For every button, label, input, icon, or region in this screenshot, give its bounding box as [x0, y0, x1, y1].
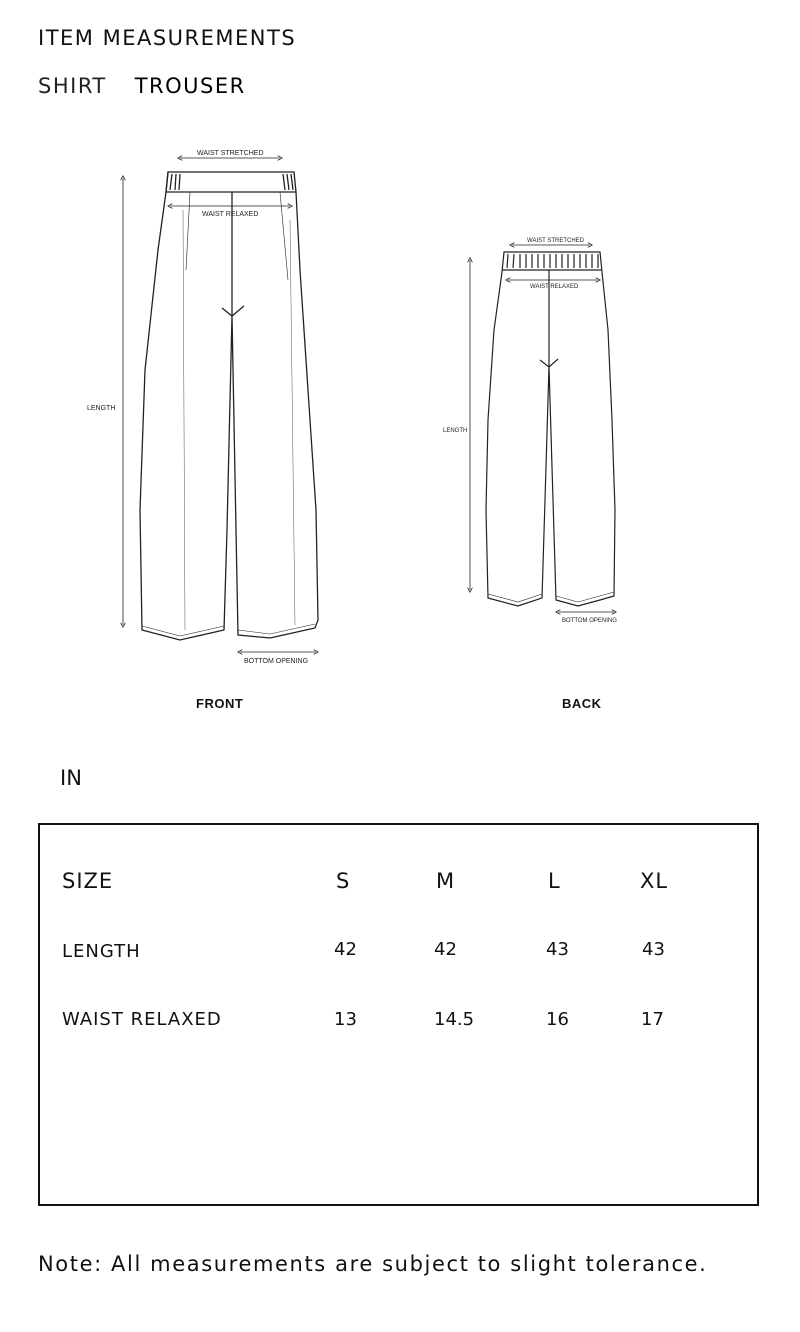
waist-relaxed-s: 13	[334, 1009, 357, 1030]
size-s-header: S	[336, 869, 351, 893]
table-row	[40, 939, 757, 969]
row-label-waist-relaxed: WAIST RELAXED	[62, 1009, 222, 1030]
front-waist-stretched-label: WAIST STRETCHED	[197, 150, 264, 157]
tolerance-note: Note: All measurements are subject to slight tolerance.	[38, 1252, 708, 1276]
front-trouser-drawing	[140, 172, 318, 640]
garment-tabs	[38, 74, 246, 98]
back-view-label: BACK	[562, 696, 602, 711]
length-l: 43	[546, 939, 569, 960]
table-row	[40, 1009, 757, 1039]
trouser-diagram	[0, 130, 800, 730]
front-view-label: FRONT	[196, 696, 244, 711]
size-m-header: M	[436, 869, 456, 893]
waist-relaxed-l: 16	[546, 1009, 569, 1030]
back-trouser-drawing	[486, 252, 615, 606]
tab-trouser[interactable]: TROUSER	[134, 74, 246, 98]
size-header: SIZE	[62, 869, 114, 893]
tab-shirt[interactable]: SHIRT	[38, 74, 107, 98]
front-waist-relaxed-label: WAIST RELAXED	[202, 211, 259, 218]
size-l-header: L	[548, 869, 561, 893]
length-s: 42	[334, 939, 357, 960]
back-length-label: LENGTH	[443, 428, 468, 434]
front-bottom-opening-label: BOTTOM OPENING	[244, 658, 309, 665]
size-xl-header: XL	[640, 869, 669, 893]
unit-label: IN	[60, 766, 82, 790]
waist-relaxed-xl: 17	[641, 1009, 664, 1030]
back-waist-relaxed-label: WAIST RELAXED	[530, 284, 579, 290]
row-label-length: LENGTH	[62, 941, 141, 962]
length-xl: 43	[642, 939, 665, 960]
page-title: ITEM MEASUREMENTS	[38, 26, 297, 50]
length-m: 42	[434, 939, 457, 960]
back-waist-stretched-label: WAIST STRETCHED	[527, 238, 585, 244]
front-length-label: LENGTH	[87, 405, 116, 412]
table-header-row	[40, 869, 757, 899]
size-chart-table	[38, 823, 759, 1206]
back-bottom-opening-label: BOTTOM OPENING	[562, 618, 617, 624]
waist-relaxed-m: 14.5	[434, 1009, 475, 1030]
